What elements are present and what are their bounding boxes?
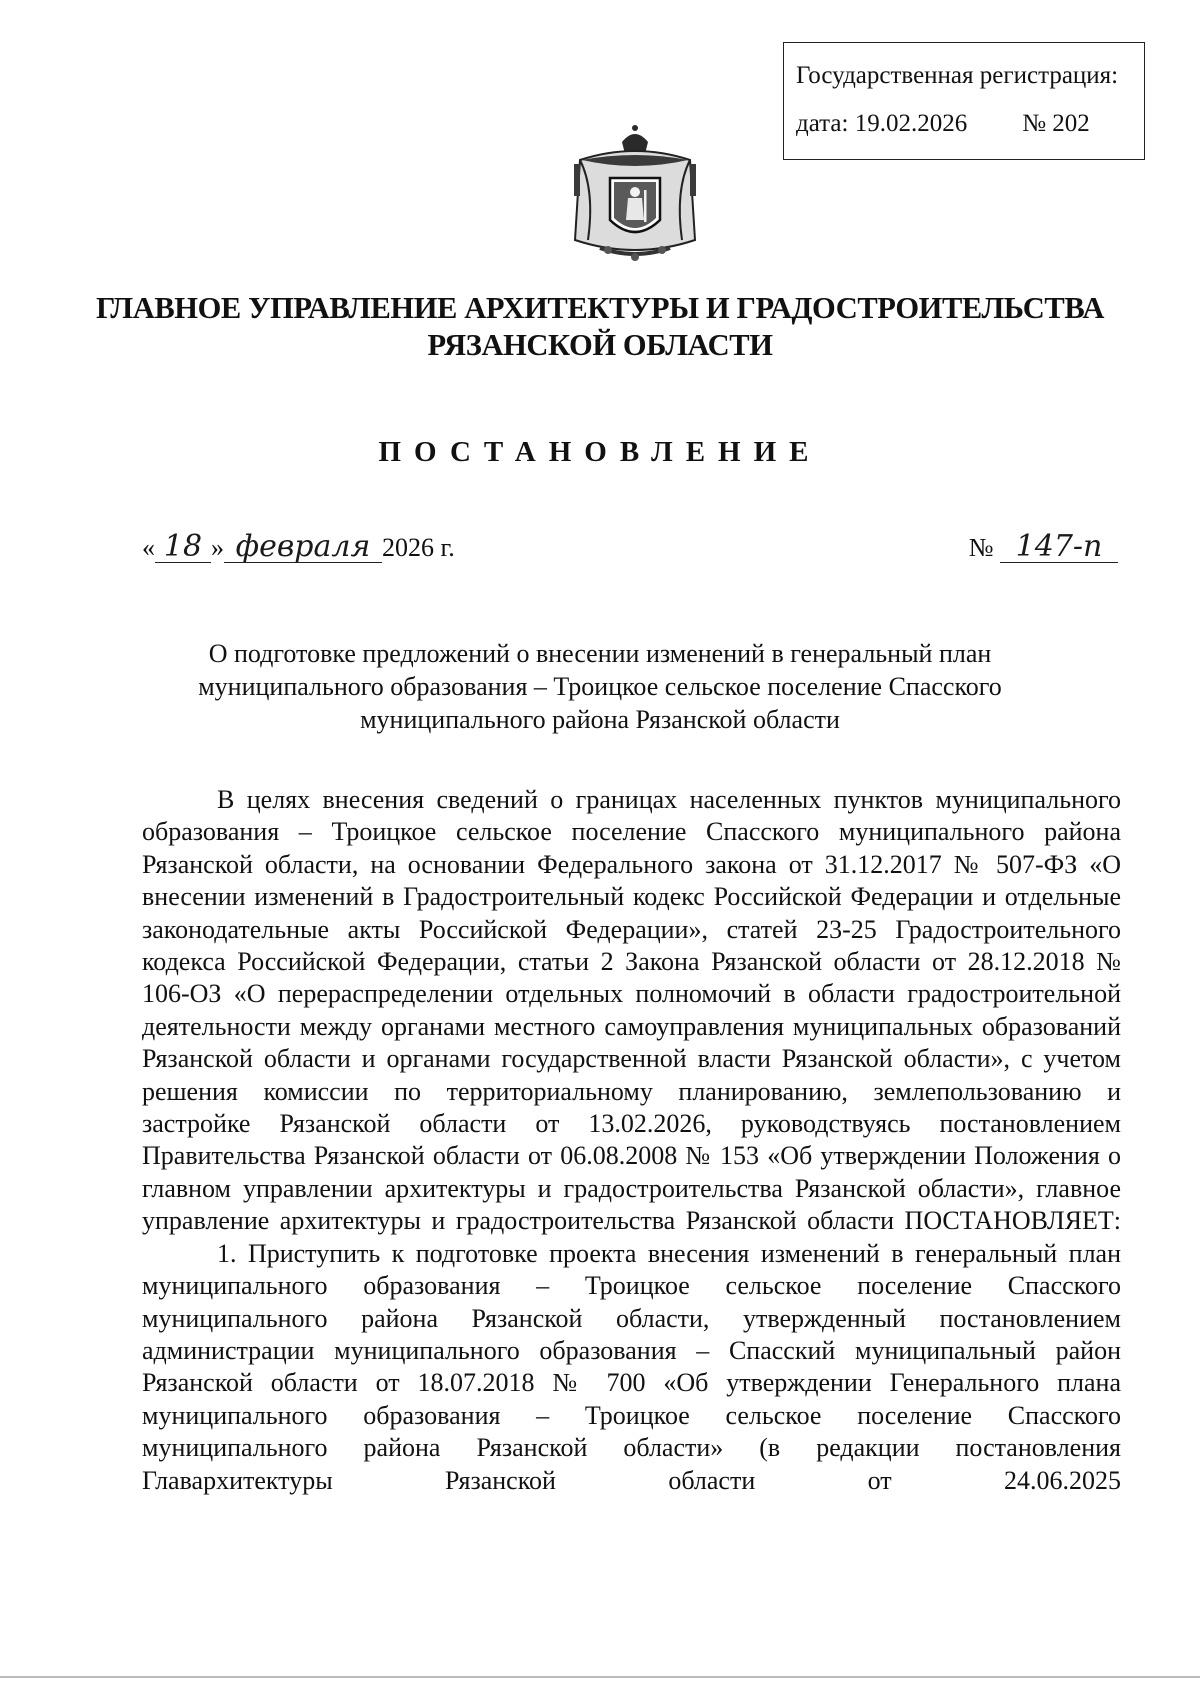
date-year: 2026 г.: [382, 533, 455, 562]
ryazan-coat-of-arms-icon: [560, 120, 710, 270]
body-paragraph-2: 1. Приступить к подготовке проекта внесения изменений в генеральный план муниципального образования – Троицкое сельское поселение Спасского муниципального района Рязанской области, утвержденный постановлением администрации муниципального образования – Спасский муниципальный район Рязанской области от 18.07.2018 № 700 «Об утверждении Генерального плана муниципального образования – Троицкое сельское поселение Спасского муниципального района Рязанской области» (в редакции постановления Главархитектуры Рязанской области от 24.06.2025: [142, 1238, 1121, 1495]
number-handwritten: 147-п: [1000, 532, 1118, 563]
document-subject: О подготовке предложений о внесении изменений в генеральный план муниципального образования – Троицкое сельское поселение Спасского муниципального района Рязанской области: [198, 639, 1002, 734]
number-prefix: №: [968, 533, 994, 562]
organization-title-line1: ГЛАВНОЕ УПРАВЛЕНИЕ АРХИТЕКТУРЫ И ГРАДОСТРОИТЕЛЬСТВА: [95, 291, 1105, 325]
date-month-handwritten: февраля: [224, 532, 382, 563]
document-type-heading: ПОСТАНОВЛЕНИЕ: [378, 436, 822, 468]
registration-number: № 202: [1022, 110, 1090, 137]
date-close-quote: »: [211, 533, 224, 562]
date-open-quote: «: [142, 533, 155, 562]
organization-title-line2: РЯЗАНСКОЙ ОБЛАСТИ: [427, 328, 773, 362]
document-number: [968, 529, 1118, 564]
registration-date: дата: 19.02.2026: [796, 110, 968, 137]
document-date: [142, 529, 455, 564]
body-paragraph-1: В целях внесения сведений о границах населенных пунктов муниципального образования – Троицкое сельское поселение Спасского муниципального района Рязанской области, на основании Федерального закона от 31.12.2017 № 507-ФЗ «О внесении изменений в Градостроительный кодекс Российской Федерации и отдельные законодательные акты Российской Федерации», статей 23-25 Градостроительного кодекса Российской Федерации, статьи 2 Закона Рязанской области от 28.12.2018 № 106-ОЗ «О перераспределении отдельных полномочий в области градостроительной деятельности между органами местного самоуправления муниципальных образований Рязанской области и органами государственной власти Рязанской области», с учетом решения комиссии по территориальному планированию, землепользованию и застройке Рязанской области от 13.02.2026, руководствуясь постановлением Правительства Рязанской области от 06.08.2008 № 153 «Об утверждении Положения о главном управлении архитектуры и градостроительства Рязанской области», главное управление архитектуры и градостроительства Рязанской области ПОСТАНОВЛЯЕТ:: [142, 785, 1121, 1236]
date-day-handwritten: 18: [155, 532, 211, 563]
document-body: [142, 784, 1121, 1497]
page-bottom-edge: [0, 1676, 1200, 1678]
registration-label: Государственная регистрация:: [796, 62, 1119, 89]
registration-details: [796, 109, 1144, 139]
registration-stamp: [783, 42, 1145, 160]
